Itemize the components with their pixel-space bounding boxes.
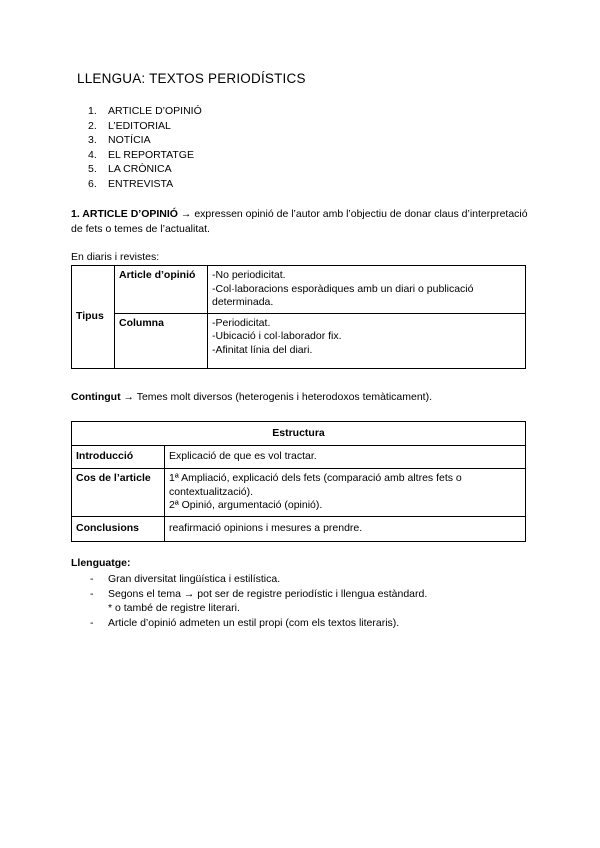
table-row <box>72 422 526 446</box>
tipus-name: Article d’opinió <box>115 266 208 314</box>
list-item <box>90 616 427 631</box>
toc-label: ENTREVISTA <box>108 177 174 190</box>
contingut-paragraph <box>71 391 432 403</box>
toc-item <box>88 148 202 163</box>
dash-bullet <box>90 601 108 616</box>
table-row <box>72 516 526 541</box>
list-item <box>90 601 427 616</box>
estructura-name: Conclusions <box>72 516 165 541</box>
description-line: -Afinitat línia del diari. <box>212 343 313 356</box>
toc-number: 5. <box>88 163 97 176</box>
dash-bullet: - <box>90 616 94 629</box>
section1-paragraph <box>71 207 531 236</box>
tipus-table <box>71 265 526 369</box>
toc-number: 2. <box>88 119 97 132</box>
toc-item <box>88 162 202 177</box>
table-row <box>72 469 526 517</box>
description-line: -Ubicació i col·laborador fix. <box>212 330 342 342</box>
description-line: -Col·laboracions esporàdiques amb un diari o publicació determinada. <box>212 282 474 308</box>
llenguatge-heading: Llenguatge: <box>71 557 131 569</box>
description-line: -No periodicitat. <box>212 269 286 281</box>
toc-number: 1. <box>88 105 97 117</box>
toc-label: L’EDITORIAL <box>108 119 171 132</box>
estructura-description <box>165 516 526 541</box>
table-row <box>72 446 526 469</box>
contingut-label: Contingut <box>71 391 121 403</box>
table-row <box>72 313 526 368</box>
estructura-name: Introducció <box>72 446 165 469</box>
description-line: 2ª Opinió, argumentació (opinió). <box>169 499 323 511</box>
toc-label: LA CRÒNICA <box>108 163 172 176</box>
description-line: -Periodicitat. <box>212 316 271 329</box>
tipus-header: Tipus <box>72 266 115 369</box>
diaris-label: En diaris i revistes: <box>71 251 160 263</box>
arrow-icon: → <box>177 208 195 220</box>
estructura-name: Cos de l’article <box>72 469 165 517</box>
contingut-text: Temes molt diversos (heterogenis i heterodoxos temàticament). <box>136 391 433 403</box>
table-row <box>72 266 526 314</box>
estructura-title: Estructura <box>72 422 526 446</box>
toc-number: 4. <box>88 148 97 161</box>
tipus-name: Columna <box>115 313 208 368</box>
estructura-description <box>165 469 526 517</box>
tipus-description <box>208 266 526 314</box>
toc-number: 3. <box>88 134 97 147</box>
toc-label: ARTICLE D’OPINIÓ <box>108 105 202 117</box>
description-line: 1ª Ampliació, explicació dels fets (comparació amb altres fets o contextualització). <box>169 472 462 498</box>
list-item-text: Article d’opinió admeten un estil propi (com els textos literaris). <box>108 616 400 629</box>
list-item <box>90 572 427 587</box>
toc-item <box>88 104 202 119</box>
page-title: LLENGUA: TEXTOS PERIODÍSTICS <box>77 71 306 86</box>
list-item <box>90 587 427 602</box>
arrow-icon: → <box>120 391 137 403</box>
list-item-text: Gran diversitat lingüística i estilística. <box>108 573 281 585</box>
tipus-description <box>208 313 526 368</box>
section1-heading: 1. ARTICLE D’OPINIÓ <box>71 208 178 220</box>
estructura-table <box>71 421 526 542</box>
description-line: Explicació de que es vol tractar. <box>169 450 317 463</box>
dash-bullet: - <box>90 573 94 585</box>
list-item-text: Segons el tema → pot ser de registre periodístic i llengua estàndard. <box>108 587 428 600</box>
description-line: reafirmació opinions i mesures a prendre. <box>169 521 363 534</box>
toc-item <box>88 177 202 192</box>
toc-item <box>88 133 202 148</box>
estructura-description <box>165 446 526 469</box>
list-item-text: * o també de registre literari. <box>108 602 240 615</box>
toc-number: 6. <box>88 177 97 190</box>
toc-label: EL REPORTATGE <box>108 148 194 161</box>
llenguatge-list <box>90 572 427 630</box>
toc-label: NOTÍCIA <box>108 134 151 147</box>
table-of-contents <box>88 104 202 192</box>
dash-bullet: - <box>90 587 94 600</box>
section1-text: expressen opinió de l’autor amb l’objectiu de donar claus d’interpretació de fets o temes de l’actualitat. <box>71 208 528 235</box>
toc-item <box>88 119 202 134</box>
